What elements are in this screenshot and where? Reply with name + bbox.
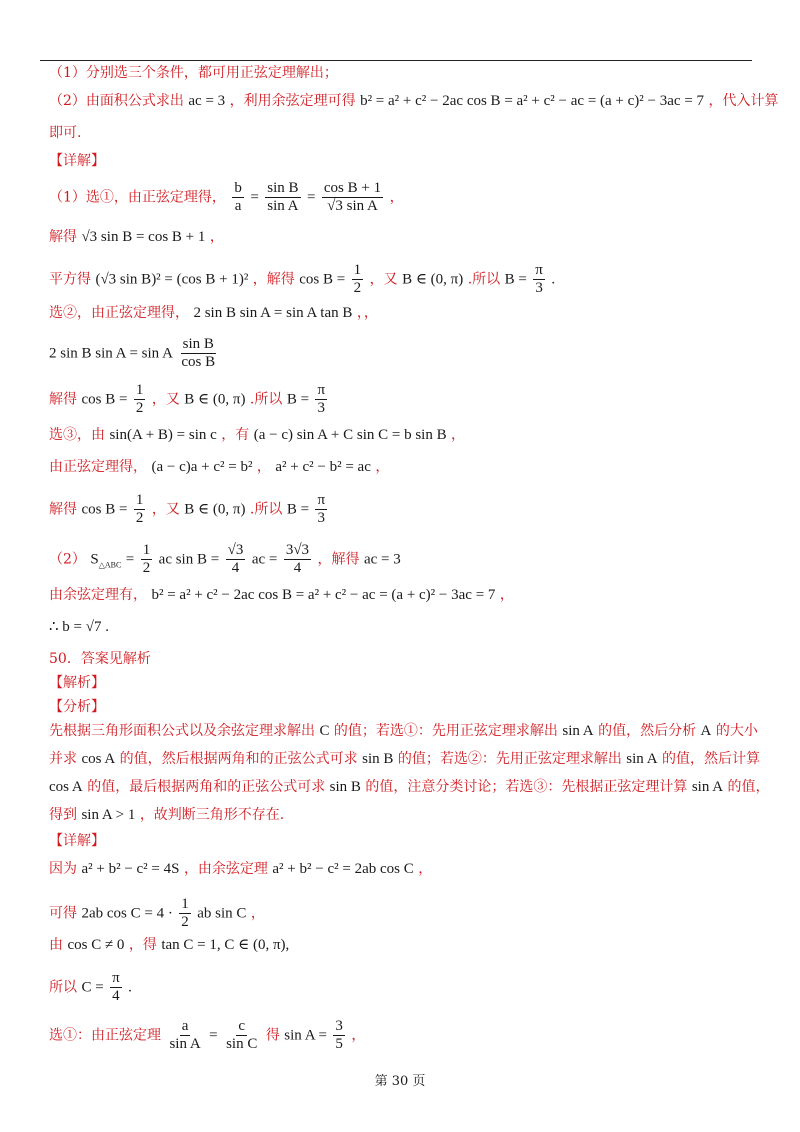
math: sin A <box>626 751 658 767</box>
solution-line <box>49 262 759 297</box>
text: ，， <box>356 305 378 321</box>
math: ac sin B = <box>158 551 220 568</box>
analysis-line-1 <box>49 64 759 82</box>
text: 选③，由 <box>49 427 105 443</box>
text: （1）分别选三个条件，都可用正弦定理解出； <box>49 65 338 81</box>
math: sin(A + B) = sin c <box>109 427 217 443</box>
text: .所以 <box>249 391 283 408</box>
fraction: $\frac{b}{a}$ <box>234 180 242 214</box>
text: 由余弦定理有， <box>49 587 147 603</box>
section-heading-detail <box>49 152 759 170</box>
text: 的值，最后根据两角和的正弦公式可求 <box>87 779 326 795</box>
math: a² + b² − c² = 2ab cos C <box>272 861 414 877</box>
text: 平方得 <box>49 271 91 288</box>
solution-line <box>49 336 759 371</box>
math: sin A = <box>284 1027 327 1044</box>
analysis-line-2 <box>49 92 779 110</box>
math: A <box>700 723 712 739</box>
math: cos A <box>81 751 116 767</box>
math: ∴ b = √7 . <box>49 619 109 635</box>
text: 得到 <box>49 807 77 823</box>
math: B = <box>286 501 310 518</box>
math: ac = 3 <box>188 93 226 109</box>
answer-heading <box>49 650 759 668</box>
detail-line <box>49 896 759 931</box>
text: ，代入计算 <box>708 93 779 109</box>
text: 由 <box>49 937 63 953</box>
fraction: $\frac{3}{5}$ <box>335 1018 343 1052</box>
math: = <box>209 1027 218 1044</box>
text: 得 <box>265 1027 280 1044</box>
text: 选②，由正弦定理得， <box>49 305 189 321</box>
analysis-line <box>49 750 759 768</box>
fraction: $\frac{1}{2}$ <box>142 542 151 576</box>
fraction: $\frac{\pi}{3}$ <box>317 382 326 416</box>
text: 可得 <box>49 905 77 922</box>
math: sin B <box>362 751 394 767</box>
text: 解得 <box>49 391 77 408</box>
math: sin A <box>562 723 594 739</box>
text: ， <box>209 229 224 245</box>
math: B ∈ (0, π) <box>184 501 246 518</box>
math: (a − c)a + c² = b² <box>151 459 253 475</box>
text: 解得 <box>49 501 77 518</box>
math: sin B <box>329 779 361 795</box>
math: . <box>128 979 132 996</box>
text: 的值，注意分类讨论；若选③：先根据正弦定理计算 <box>365 779 688 795</box>
text: 【详解】 <box>49 833 105 849</box>
solution-line <box>49 458 759 476</box>
math: cos B = <box>81 391 128 408</box>
text: ，有 <box>221 427 250 443</box>
math: sin A <box>691 779 724 795</box>
math-sub: △ABC <box>98 560 122 570</box>
math: 2ab cos C = 4 · <box>81 905 173 922</box>
solution-line <box>49 492 759 527</box>
text: 的值，然后计算 <box>662 751 760 767</box>
text: ，又 <box>151 391 180 408</box>
section-heading-analysis <box>49 674 759 692</box>
text: 50．答案见解析 <box>49 651 151 667</box>
fraction: $\frac{3√3}{4}$ <box>285 542 310 576</box>
text: ，又 <box>151 501 180 518</box>
text: 的大小 <box>715 723 758 739</box>
math: b² = a² + c² − 2ac cos B = a² + c² − ac = (a + c)² − 3ac = 7 <box>151 587 496 603</box>
text: 并求 <box>49 751 77 767</box>
fraction: $\frac{\pi}{3}$ <box>317 492 326 526</box>
math: = <box>125 551 135 568</box>
fraction: $\frac{√3}{4}$ <box>227 542 244 576</box>
math: C = <box>81 979 104 996</box>
text: 因为 <box>49 861 77 877</box>
fraction: $\frac{c}{\text{sin C}}$ <box>226 1018 258 1052</box>
text: ， <box>375 459 390 475</box>
text: 的值；若选②：先用正弦定理求解出 <box>397 751 622 767</box>
math: (a − c) sin A + C sin C = b sin B <box>253 427 447 443</box>
fraction: $\frac{1}{2}$ <box>181 896 189 930</box>
analysis-line <box>49 778 770 796</box>
solution-line <box>49 382 759 417</box>
text: 的值；若选①：先用正弦定理求解出 <box>333 723 558 739</box>
section-heading-fenxi <box>49 698 759 716</box>
solution-line <box>49 426 759 444</box>
math: cos A <box>49 779 83 795</box>
detail-line <box>49 936 759 954</box>
math: √3 sin B = cos B + 1 <box>81 229 206 245</box>
math: 2 sin B sin A = sin A tan B <box>193 305 353 321</box>
text: ，又 <box>369 271 398 288</box>
solution-line <box>49 586 759 604</box>
text: 所以 <box>49 979 77 996</box>
detail-line <box>49 1018 759 1053</box>
math: a² + b² − c² = 4S <box>81 861 180 877</box>
math: B = <box>286 391 310 408</box>
fraction: $\frac{\text{cos B + 1}}{\text{√3 sin A}}$ <box>323 180 382 214</box>
text: ， <box>499 587 514 603</box>
solution-line <box>49 304 759 322</box>
math: . <box>551 271 556 288</box>
math: sin A > 1 <box>81 807 136 823</box>
text: （2）由面积公式求出 <box>49 93 184 109</box>
fraction: $\frac{1}{2}$ <box>353 262 362 296</box>
page-footer: 第 30 页 <box>374 1074 426 1089</box>
text: 的值，然后根据两角和的正弦公式可求 <box>119 751 358 767</box>
text: ， <box>250 905 265 922</box>
math: cos B = <box>299 271 346 288</box>
math: cos B = <box>81 501 128 518</box>
section-heading-detail-2 <box>49 832 759 850</box>
math: B ∈ (0, π) <box>184 391 246 408</box>
text: ， <box>389 189 404 206</box>
text: ，由余弦定理 <box>183 861 268 877</box>
text: 【分析】 <box>49 699 105 715</box>
math: ab sin C <box>197 905 247 922</box>
fraction: $\frac{\text{sin B}}{\text{sin A}}$ <box>267 180 299 214</box>
text: ， <box>418 861 433 877</box>
text: 先根据三角形面积公式以及余弦定理求解出 <box>49 723 315 739</box>
analysis-line-3 <box>49 124 759 142</box>
math: ac = 3 <box>363 551 401 568</box>
text: ，解得 <box>252 271 295 288</box>
math: S <box>90 551 99 568</box>
fraction: $\frac{\pi}{4}$ <box>112 970 120 1004</box>
math: C <box>319 723 330 739</box>
top-rule <box>40 60 752 61</box>
fraction: $\frac{a}{\text{sin A}}$ <box>169 1018 201 1052</box>
math: 2 sin B sin A = sin A <box>49 345 173 362</box>
analysis-line <box>49 806 759 824</box>
analysis-line <box>49 722 759 740</box>
text: （2） <box>49 551 86 568</box>
text: ，得 <box>128 937 157 953</box>
math: B = <box>504 271 527 288</box>
math: B ∈ (0, π) <box>402 271 464 288</box>
text: ， <box>256 459 271 475</box>
text: .所以 <box>467 271 501 288</box>
text: （1）选①，由正弦定理得， <box>49 189 226 206</box>
fraction: $\frac{1}{2}$ <box>135 492 144 526</box>
text: 的值，然后分析 <box>598 723 697 739</box>
solution-line <box>49 618 759 636</box>
math: a² + c² − b² = ac <box>275 459 371 475</box>
solution-line: （1）选①，由正弦定理得， $\frac{b}{a}$ = $\frac{\text{sin B}}{\text{sin A}}$ = $\frac{\text{cos B + 1}}{\text{√3 sin A}}$ ， <box>49 180 404 214</box>
text: 的值， <box>727 779 770 795</box>
text: .所以 <box>249 501 283 518</box>
text: ，解得 <box>317 551 360 568</box>
solution-line <box>49 228 759 246</box>
solution-line <box>49 542 759 577</box>
text: ，利用余弦定理可得 <box>229 93 356 109</box>
text: ， <box>351 1027 366 1044</box>
text: 选①：由正弦定理 <box>49 1027 161 1044</box>
text: 解得 <box>49 229 77 245</box>
text: 由正弦定理得， <box>49 459 147 475</box>
math: tan C = 1, C ∈ (0, π), <box>161 937 290 953</box>
math: cos C ≠ 0 <box>67 937 125 953</box>
detail-line <box>49 860 759 878</box>
detail-line <box>49 970 759 1005</box>
math: (√3 sin B)² = (cos B + 1)² <box>95 271 249 288</box>
fraction: $\frac{1}{2}$ <box>135 382 144 416</box>
math: ac = <box>251 551 278 568</box>
text: ，故判断三角形不存在. <box>139 807 285 823</box>
math: b² = a² + c² − 2ac cos B = a² + c² − ac = (a + c)² − 3ac = 7 <box>360 93 705 109</box>
text: ， <box>451 427 466 443</box>
text: 【解析】 <box>49 675 105 691</box>
text: 【详解】 <box>49 153 105 169</box>
text: 即可. <box>49 125 82 141</box>
fraction: $\frac{\pi}{3}$ <box>535 262 543 296</box>
fraction: $\frac{\text{sin B}}{\text{cos B}}$ <box>181 336 216 370</box>
